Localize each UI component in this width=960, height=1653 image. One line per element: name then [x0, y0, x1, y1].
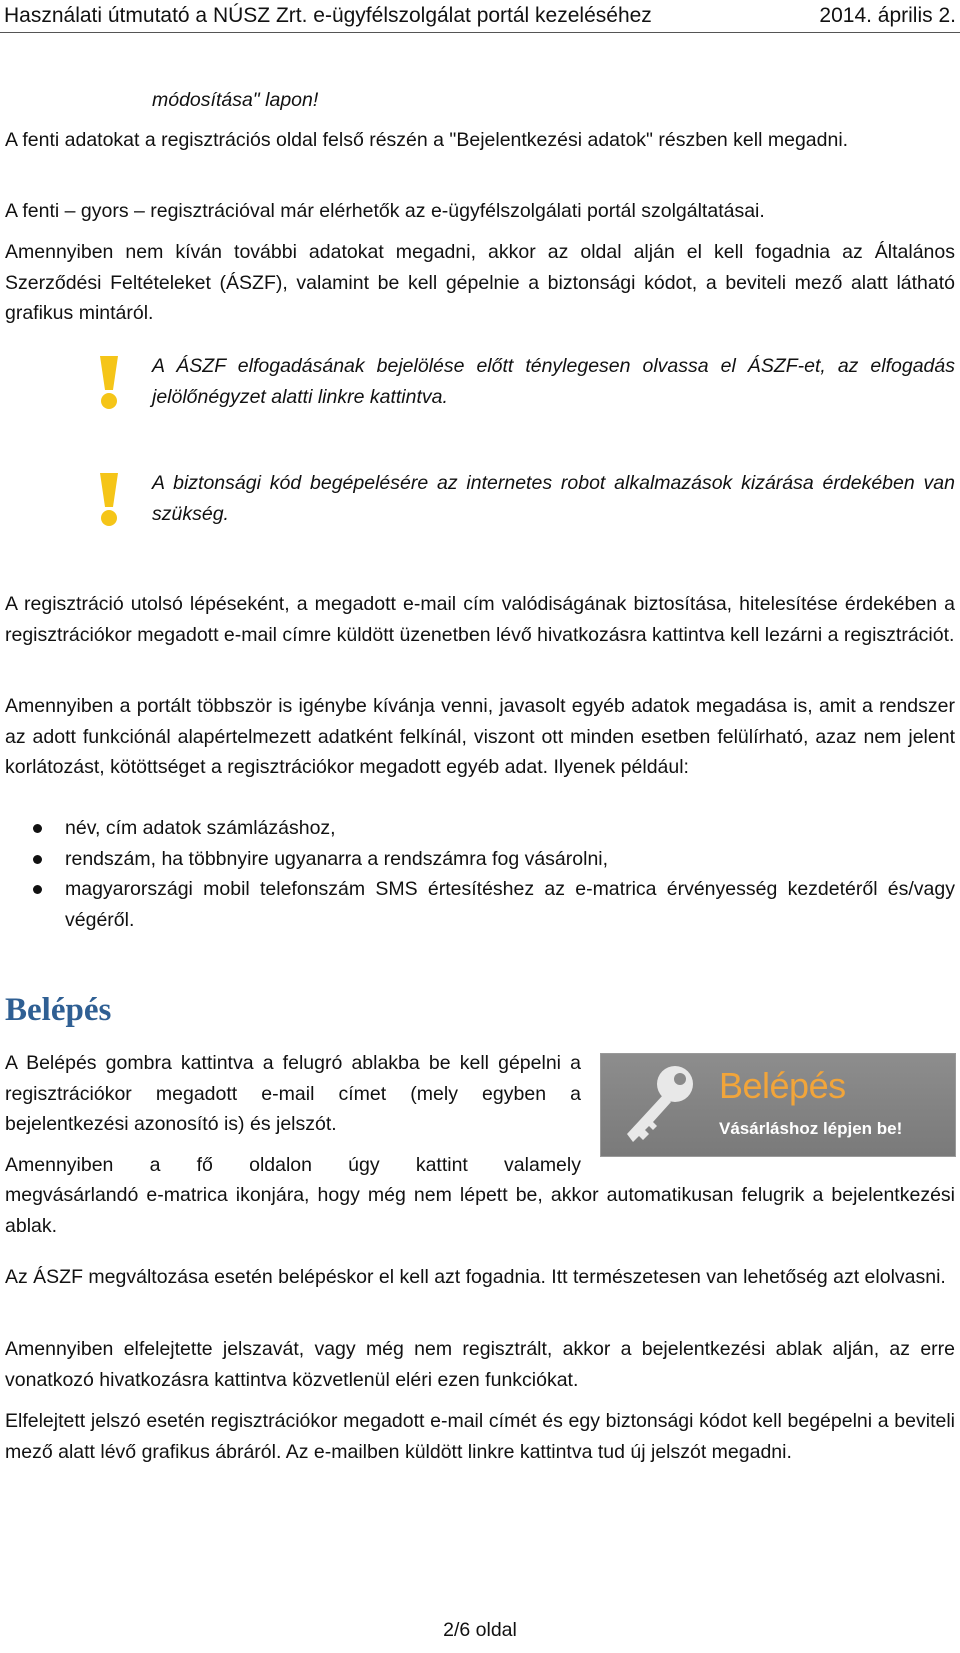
list-item: rendszám, ha többnyire ugyanarra a rendszámra fog vásárolni, [5, 844, 955, 875]
paragraph-optional-data: Amennyiben a portált többször is igénybe kívánja venni, javasolt egyéb adatok megadása is, amit a rendszer az adott funkciónál alapértelmezett adatként felkínál, viszont ott minden esetben felülírható, azaz nem jelent korlátozást, kötöttséget a regisztrációkor megadott egyéb adat. Ilyenek például: [5, 695, 955, 778]
bullet-icon [33, 824, 42, 833]
login-image-title: Belépés [719, 1065, 846, 1106]
paragraph-login-data: A fenti adatokat a regisztrációs oldal felső részén a "Bejelentkezési adatok" részben kell megadni. [5, 129, 849, 151]
key-icon [619, 1062, 697, 1148]
page-number: 2/6 oldal [443, 1619, 517, 1641]
paragraph-login-button: A Belépés gombra kattintva a felugró ablakba be kell gépelni a regisztrációkor megadott e-mail címet (mely egyben a bejelentkezési azonosító is) és jelszót. [5, 1052, 581, 1135]
header-date: 2014. április 2. [819, 4, 956, 27]
paragraph-terms: Amennyiben nem kíván további adatokat megadni, akkor az oldal alján el kell fogadnia az Általános Szerződési Feltételeket (ÁSZF), valamint be kell gépelnie a biztonsági kódot, a beviteli mező alatt látható grafikus mintáról. [5, 241, 955, 324]
paragraph-terms-change: Az ÁSZF megváltozása esetén belépéskor el kell azt fogadnia. Itt természetesen van lehetőség azt elolvasni. [5, 1266, 946, 1288]
bullet-icon [33, 885, 42, 894]
list-item: magyarországi mobil telefonszám SMS értesítéshez az e-matrica érvényesség kezdetéről és/vagy végéről. [5, 874, 955, 935]
paragraph-email-verification: A regisztráció utolsó lépéseként, a megadott e-mail cím valódiságának biztosítása, hitelesítése érdekében a regisztrációkor megadott e-mail címre küldött üzenetben lévő hivatkozásra kattintva kell lezárni a regisztrációt. [5, 593, 955, 646]
paragraph-password-reset: Elfelejtett jelszó esetén regisztrációkor megadott e-mail címét és egy biztonsági kódot kell begépelni a beviteli mező alatt lévő grafikus ábráról. Az e-mailben küldött linkre kattintva tud új jelszót megadni. [5, 1410, 955, 1463]
list-item: név, cím adatok számlázáshoz, [5, 813, 955, 844]
note-security-code: A biztonsági kód begépelésére az internetes robot alkalmazások kizárása érdekében van szükség. [152, 472, 955, 525]
section-heading: Belépés [5, 992, 112, 1028]
bullet-list [5, 813, 955, 935]
bullet-icon [33, 855, 42, 864]
login-image-subtitle: Vásárláshoz lépjen be! [719, 1119, 903, 1138]
warning-icon [97, 473, 121, 527]
paragraph-auto-popup: megvásárlandó e-matrica ikonjára, hogy még nem lépett be, akkor automatikusan felugrik a bejelentkezési ablak. [5, 1184, 955, 1237]
paragraph-continuation: módosítása" lapon! [152, 89, 319, 111]
header-title: Használati útmutató a NÚSZ Zrt. e-ügyfélszolgálat portál kezeléséhez [4, 4, 652, 27]
note-terms-reading: A ÁSZF elfogadásának bejelölése előtt ténylegesen olvassa el ÁSZF-et, az elfogadás jelölőnégyzet alatti linkre kattintva. [152, 355, 955, 408]
paragraph-auto-popup-first-line: Amennyiben a fő oldalon úgy kattint valamely [5, 1154, 581, 1176]
paragraph-quick-registration: A fenti – gyors – regisztrációval már elérhetők az e-ügyfélszolgálati portál szolgáltatásai. [5, 200, 765, 222]
paragraph-forgot-password: Amennyiben elfelejtette jelszavát, vagy még nem regisztrált, akkor a bejelentkezési ablak alján, az erre vonatkozó hivatkozásra kattintva közvetlenül eléri ezen funkciókat. [5, 1338, 955, 1391]
login-button-image [600, 1053, 956, 1157]
page-header [0, 0, 960, 33]
warning-icon [97, 356, 121, 410]
